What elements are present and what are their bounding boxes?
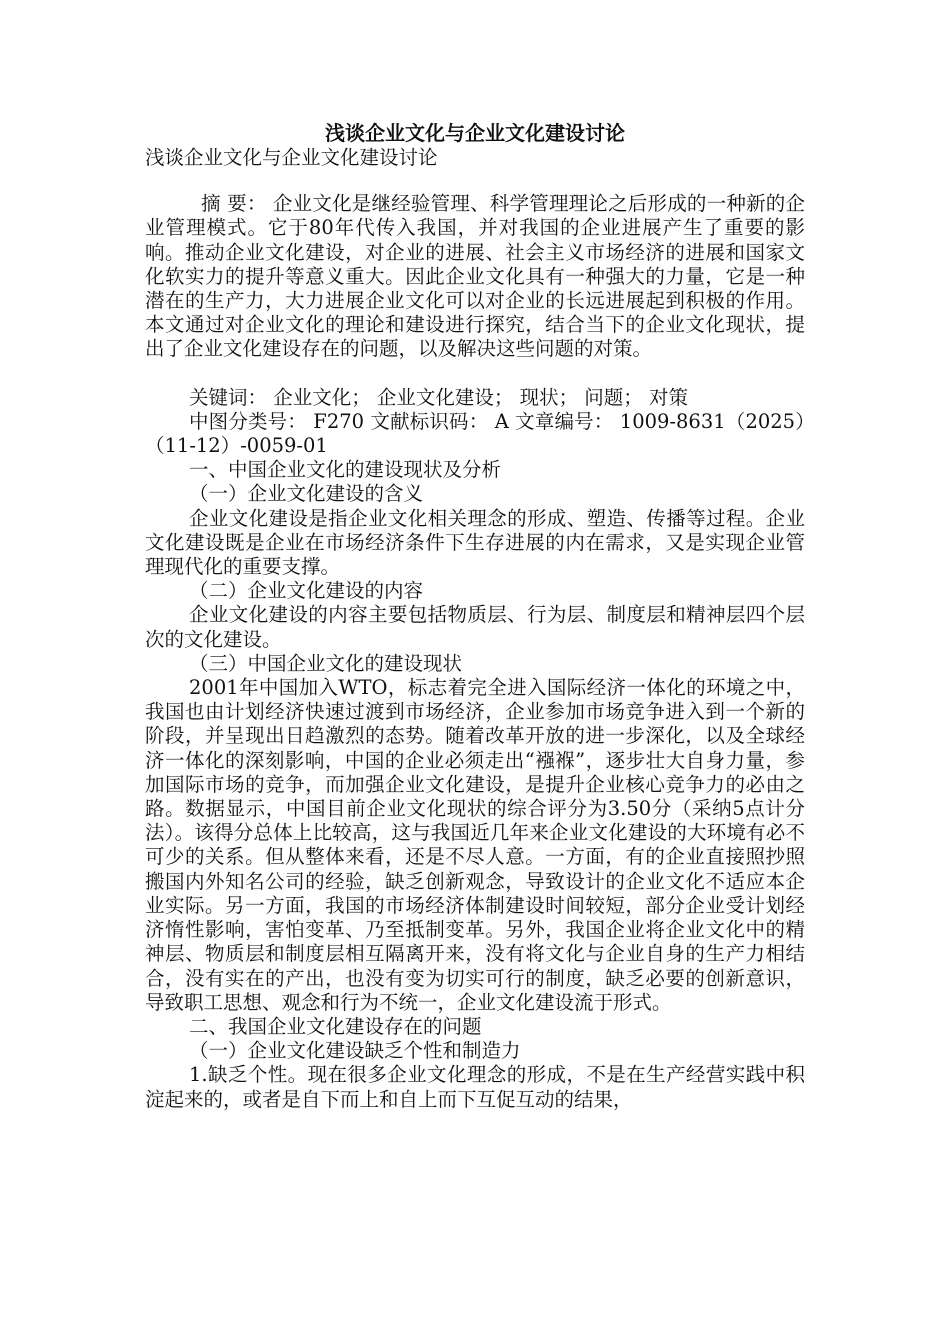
- body-paragraph: 企业文化建设的内容主要包括物质层、行为层、制度层和精神层四个层次的文化建设。: [145, 603, 805, 651]
- document-page: [145, 120, 805, 1112]
- body-paragraph: 2001年中国加入WTO，标志着完全进入国际经济一体化的环境之中，我国也由计划经济快速过渡到市场经济，企业参加市场竞争进入到一个新的阶段，并呈现出日趋激烈的态势。随着改革开放的进一步深化，以及全球经济一体化的深刻影响，中国的企业必须走出“襁褓”，逐步壮大自身力量，参加国际市场的竞争，而加强企业文化建设，是提升企业核心竞争力的必由之路。数据显示，中国目前企业文化现状的综合评分为3.50分（采纳5点计分法）。该得分总体上比较高，这与我国近几年来企业文化建设的大环境有必不可少的关系。但从整体来看，还是不尽人意。一方面，有的企业直接照抄照搬国内外知名公司的经验，缺乏创新观念，导致设计的企业文化不适应本企业实际。另一方面，我国的市场经济体制建设时间较短，部分企业受计划经济惰性影响，害怕变革、乃至抵制变革。另外，我国企业将企业文化中的精神层、物质层和制度层相互隔离开来，没有将文化与企业自身的生产力相结合，没有实在的产出，也没有变为切实可行的制度，缺乏必要的创新意识，导致职工思想、观念和行为不统一，企业文化建设流于形式。: [145, 676, 805, 1014]
- classification-line: 中图分类号： F270 文献标识码： A 文章编号： 1009-8631（2025）（11-12）-0059-01: [145, 409, 805, 458]
- section-heading: 一、中国企业文化的建设现状及分析: [189, 458, 502, 482]
- document-title: 浅谈企业文化与企业文化建设讨论: [325, 121, 625, 145]
- spacer: [145, 362, 805, 386]
- section-heading: 二、我国企业文化建设存在的问题: [189, 1014, 482, 1038]
- subsection-heading: （一）企业文化建设的含义: [189, 482, 424, 506]
- document-subtitle: 浅谈企业文化与企业文化建设讨论: [145, 146, 438, 169]
- keywords-line: 关键词： 企业文化； 企业文化建设； 现状； 问题； 对策: [189, 385, 688, 409]
- body-paragraph: 1.缺乏个性。现在很多企业文化理念的形成，不是在生产经营实践中积淀起来的，或者是自下而上和自上而下互促互动的结果，: [145, 1063, 805, 1111]
- spacer: [145, 170, 805, 192]
- abstract-paragraph: 摘 要： 企业文化是继经验管理、科学管理理论之后形成的一种新的企业管理模式。它于80年代传入我国，并对我国的企业进展产生了重要的影响。推动企业文化建设，对企业的进展、社会主义市场经济的进展和国家文化软实力的提升等意义重大。因此企业文化具有一种强大的力量，它是一种潜在的生产力，大力进展企业文化可以对企业的长远进展起到积极的作用。本文通过对企业文化的理论和建设进行探究，结合当下的企业文化现状，提出了企业文化建设存在的问题，以及解决这些问题的对策。: [145, 192, 805, 361]
- subsection-heading: （一）企业文化建设缺乏个性和制造力: [189, 1039, 521, 1063]
- subsection-heading: （三）中国企业文化的建设现状: [189, 651, 463, 675]
- body-paragraph: 企业文化建设是指企业文化相关理念的形成、塑造、传播等过程。企业文化建设既是企业在市场经济条件下生存进展的内在需求，又是实现企业管理现代化的重要支撑。: [145, 506, 805, 579]
- subsection-heading: （二）企业文化建设的内容: [189, 579, 424, 603]
